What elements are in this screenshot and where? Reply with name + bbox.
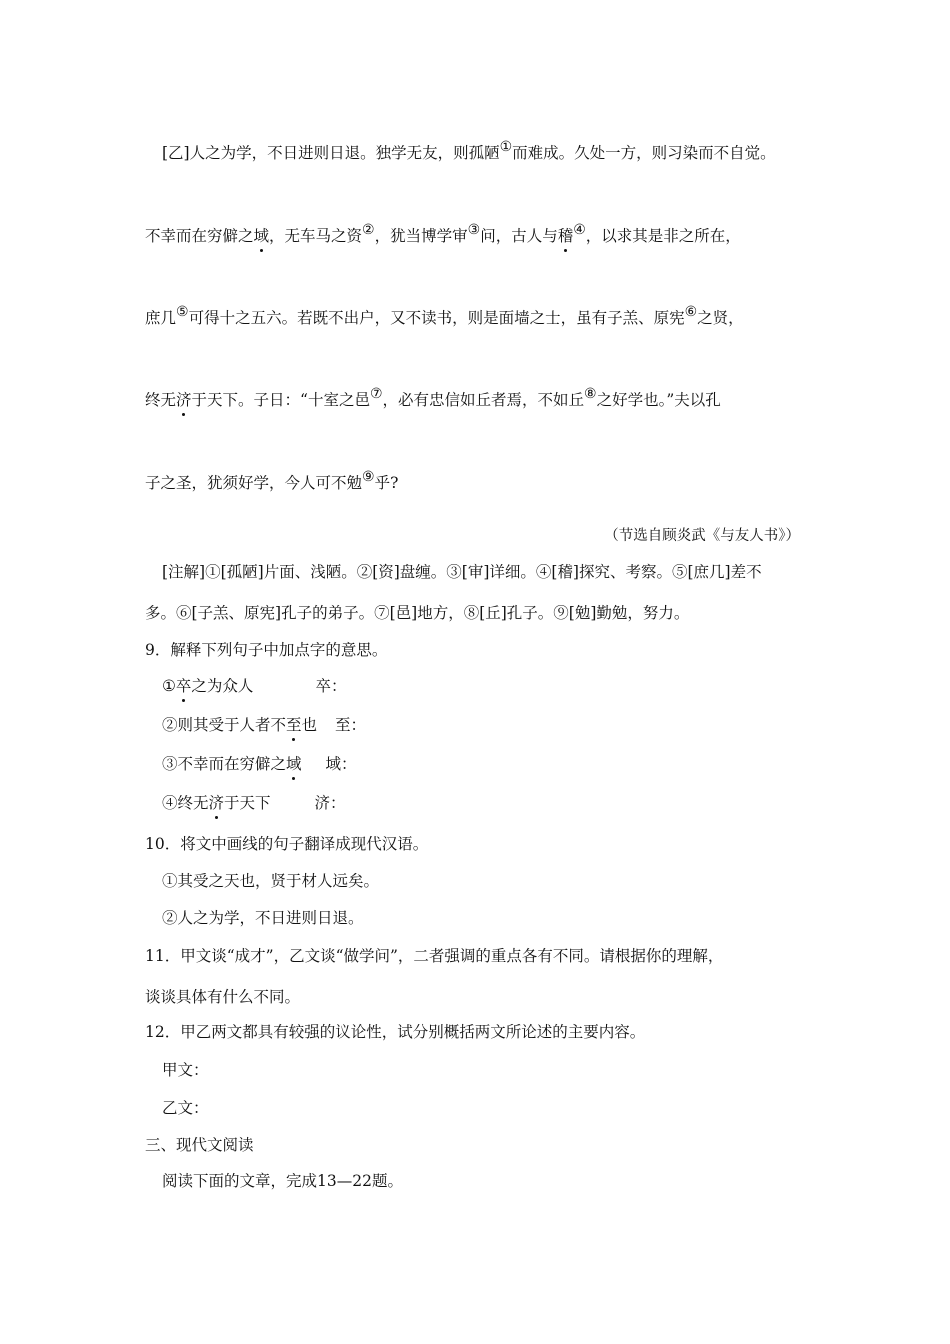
passage-text: 而难成。久处一方，则习染而不自觉。	[512, 144, 776, 162]
dotted-char: 济	[176, 391, 192, 409]
passage-text: 庶几	[145, 309, 177, 327]
footnote-marker: ⑦	[369, 386, 383, 402]
footnote-marker: ⑧	[584, 386, 597, 402]
passage-text: [乙]人之为学，不日进则日退。独学无友，则孤陋	[162, 144, 500, 162]
passage-text: 问，古人与	[480, 227, 558, 245]
passage-text: ，必有忠信如丘者焉，不如丘	[382, 391, 585, 409]
item-text: ①	[162, 677, 176, 695]
question-12-answer-b-label: 乙文：	[162, 1099, 209, 1117]
passage-line-4	[145, 386, 721, 411]
dotted-char: 域	[253, 227, 270, 245]
question-12-stem: 12．甲乙两文都具有较强的议论性，试分别概括两文所论述的主要内容。	[145, 1023, 646, 1041]
dotted-char: 济	[208, 794, 225, 812]
passage-line-3	[145, 304, 744, 329]
dotted-char: 域	[286, 755, 302, 773]
notes-line-1: [注解]①[孤陋]片面、浅陋。②[资]盘缠。③[审]详细。④[稽]探究、考察。⑤[庶几]差不	[162, 563, 762, 581]
footnote-marker: ⑥	[684, 304, 698, 320]
section-3-instruction: 阅读下面的文章，完成13—22题。	[162, 1172, 403, 1190]
passage-line-1	[162, 139, 776, 164]
passage-text: 不幸而在穷僻之	[145, 227, 254, 245]
passage-text: ，以求其是非之所在，	[585, 227, 741, 245]
footnote-marker: ④	[573, 222, 586, 238]
passage-text: ，犹当博学审	[374, 227, 468, 245]
footnote-marker: ⑨	[362, 469, 375, 485]
item-text: 于天下	[224, 794, 271, 812]
question-9-stem: 9．解释下列句子中加点字的意思。	[145, 641, 388, 659]
section-3-title: 三、现代文阅读	[145, 1136, 254, 1154]
passage-text: ，无车马之资	[269, 227, 363, 245]
answer-label: 济：	[314, 794, 346, 812]
passage-text: 子之圣，犹须好学，今人可不勉	[145, 474, 363, 492]
dotted-char: 至	[286, 716, 302, 734]
question-11-line-1: 11．甲文谈“成才”，乙文谈“做学问”，二者强调的重点各有不同。请根据你的理解，	[145, 947, 724, 965]
footnote-marker: ③	[467, 222, 481, 238]
passage-text: 终无	[145, 391, 177, 409]
question-9-item	[162, 715, 366, 735]
dotted-char: 稽	[557, 227, 574, 245]
item-text: ②则其受于人者不	[162, 716, 287, 734]
question-9-item	[162, 793, 346, 813]
notes-line-2: 多。⑥[子羔、原宪]孔子的弟子。⑦[邑]地方，⑧[丘]孔子。⑨[勉]勤勉，努力。	[145, 604, 690, 622]
dotted-char: 卒	[175, 677, 192, 695]
footnote-marker: ②	[362, 222, 375, 238]
passage-line-2	[145, 222, 741, 247]
footnote-marker: ①	[499, 139, 513, 155]
passage-source: （节选自顾炎武《与友人书》）	[604, 528, 800, 544]
question-11-line-2: 谈谈具体有什么不同。	[145, 988, 301, 1006]
passage-line-5	[145, 469, 399, 494]
answer-label: 卒：	[315, 677, 347, 695]
item-text: ③不幸而在穷僻之	[162, 755, 287, 773]
answer-label: 至：	[335, 716, 367, 734]
item-text: 之为众人	[191, 677, 254, 695]
passage-text: 于天下。子日：“十室之邑	[191, 391, 370, 409]
footnote-marker: ⑤	[176, 304, 189, 320]
passage-text: 之贤，	[697, 309, 744, 327]
question-9-item	[162, 676, 346, 696]
answer-label: 域：	[325, 755, 357, 773]
question-9-item	[162, 754, 357, 774]
item-text: 也	[301, 716, 318, 734]
passage-text: 乎?	[374, 474, 399, 492]
question-12-answer-a-label: 甲文：	[162, 1061, 209, 1079]
question-10-stem: 10．将文中画线的句子翻译成现代汉语。	[145, 835, 429, 853]
question-10-sentence-2: ②人之为学，不日进则日退。	[162, 909, 364, 927]
passage-text: 可得十之五六。若既不出户，又不读书，则是面墙之士，虽有子羔、原宪	[188, 309, 685, 327]
question-10-sentence-1: ①其受之天也，贤于材人远矣。	[162, 872, 380, 890]
item-text: ④终无	[162, 794, 209, 812]
passage-text: 之好学也。”夫以孔	[596, 391, 721, 409]
